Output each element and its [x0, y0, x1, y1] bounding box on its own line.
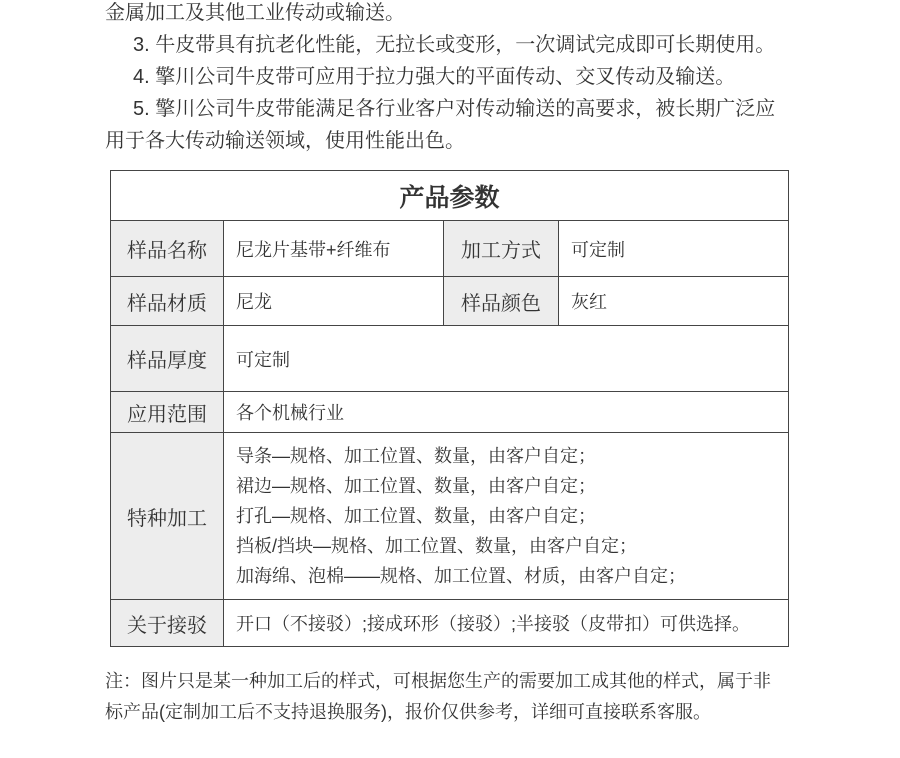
special-processing-line: 加海绵、泡棉——规格、加工位置、材质，由客户自定；	[236, 566, 686, 586]
special-processing-line: 打孔—规格、加工位置、数量，由客户自定；	[236, 506, 596, 526]
footnote	[105, 666, 790, 728]
param-value-processing-method: 可定制	[559, 221, 789, 277]
special-processing-line: 导条—规格、加工位置、数量，由客户自定；	[236, 446, 596, 466]
special-processing-line: 挡板/挡块—规格、加工位置、数量，由客户自定；	[236, 536, 637, 556]
intro-line: 用于各大传动输送领域，使用性能出色。	[105, 130, 465, 152]
param-label-special-processing: 特种加工	[111, 433, 224, 600]
intro-line: 3. 牛皮带具有抗老化性能，无拉长或变形，一次调试完成即可长期使用。	[133, 34, 776, 56]
table-title: 产品参数	[111, 171, 789, 221]
table-title-row	[111, 171, 789, 221]
param-value-sample-material: 尼龙	[224, 277, 444, 326]
param-label-sample-material: 样品材质	[111, 277, 224, 326]
table-row	[111, 392, 789, 433]
param-value-joining: 开口（不接驳）;接成环形（接驳）;半接驳（皮带扣）可供选择。	[224, 600, 789, 647]
footnote-line: 标产品(定制加工后不支持退换服务)，报价仅供参考，详细可直接联系客服。	[105, 702, 711, 722]
param-label-joining: 关于接驳	[111, 600, 224, 647]
table-row	[111, 600, 789, 647]
param-label-processing-method: 加工方式	[444, 221, 559, 277]
param-label-sample-name: 样品名称	[111, 221, 224, 277]
table-row	[111, 221, 789, 277]
param-value-special-processing	[224, 433, 789, 600]
footnote-line: 注：图片只是某一种加工后的样式，可根据您生产的需要加工成其他的样式，属于非	[105, 671, 771, 691]
intro-line: 4. 擎川公司牛皮带可应用于拉力强大的平面传动、交叉传动及输送。	[133, 66, 736, 88]
param-value-sample-thickness: 可定制	[224, 326, 789, 392]
intro-line: 5. 擎川公司牛皮带能满足各行业客户对传动输送的高要求，被长期广泛应	[133, 98, 776, 120]
param-label-sample-color: 样品颜色	[444, 277, 559, 326]
table-row	[111, 433, 789, 600]
special-processing-line: 裙边—规格、加工位置、数量，由客户自定；	[236, 476, 596, 496]
param-label-sample-thickness: 样品厚度	[111, 326, 224, 392]
product-description	[105, 0, 790, 157]
table-row	[111, 326, 789, 392]
param-label-application-scope: 应用范围	[111, 392, 224, 433]
product-parameters-table	[110, 170, 789, 647]
intro-line: 金属加工及其他工业传动或输送。	[105, 2, 405, 24]
param-value-sample-name: 尼龙片基带+纤维布	[224, 221, 444, 277]
table-row	[111, 277, 789, 326]
param-value-application-scope: 各个机械行业	[224, 392, 789, 433]
param-value-sample-color: 灰红	[559, 277, 789, 326]
